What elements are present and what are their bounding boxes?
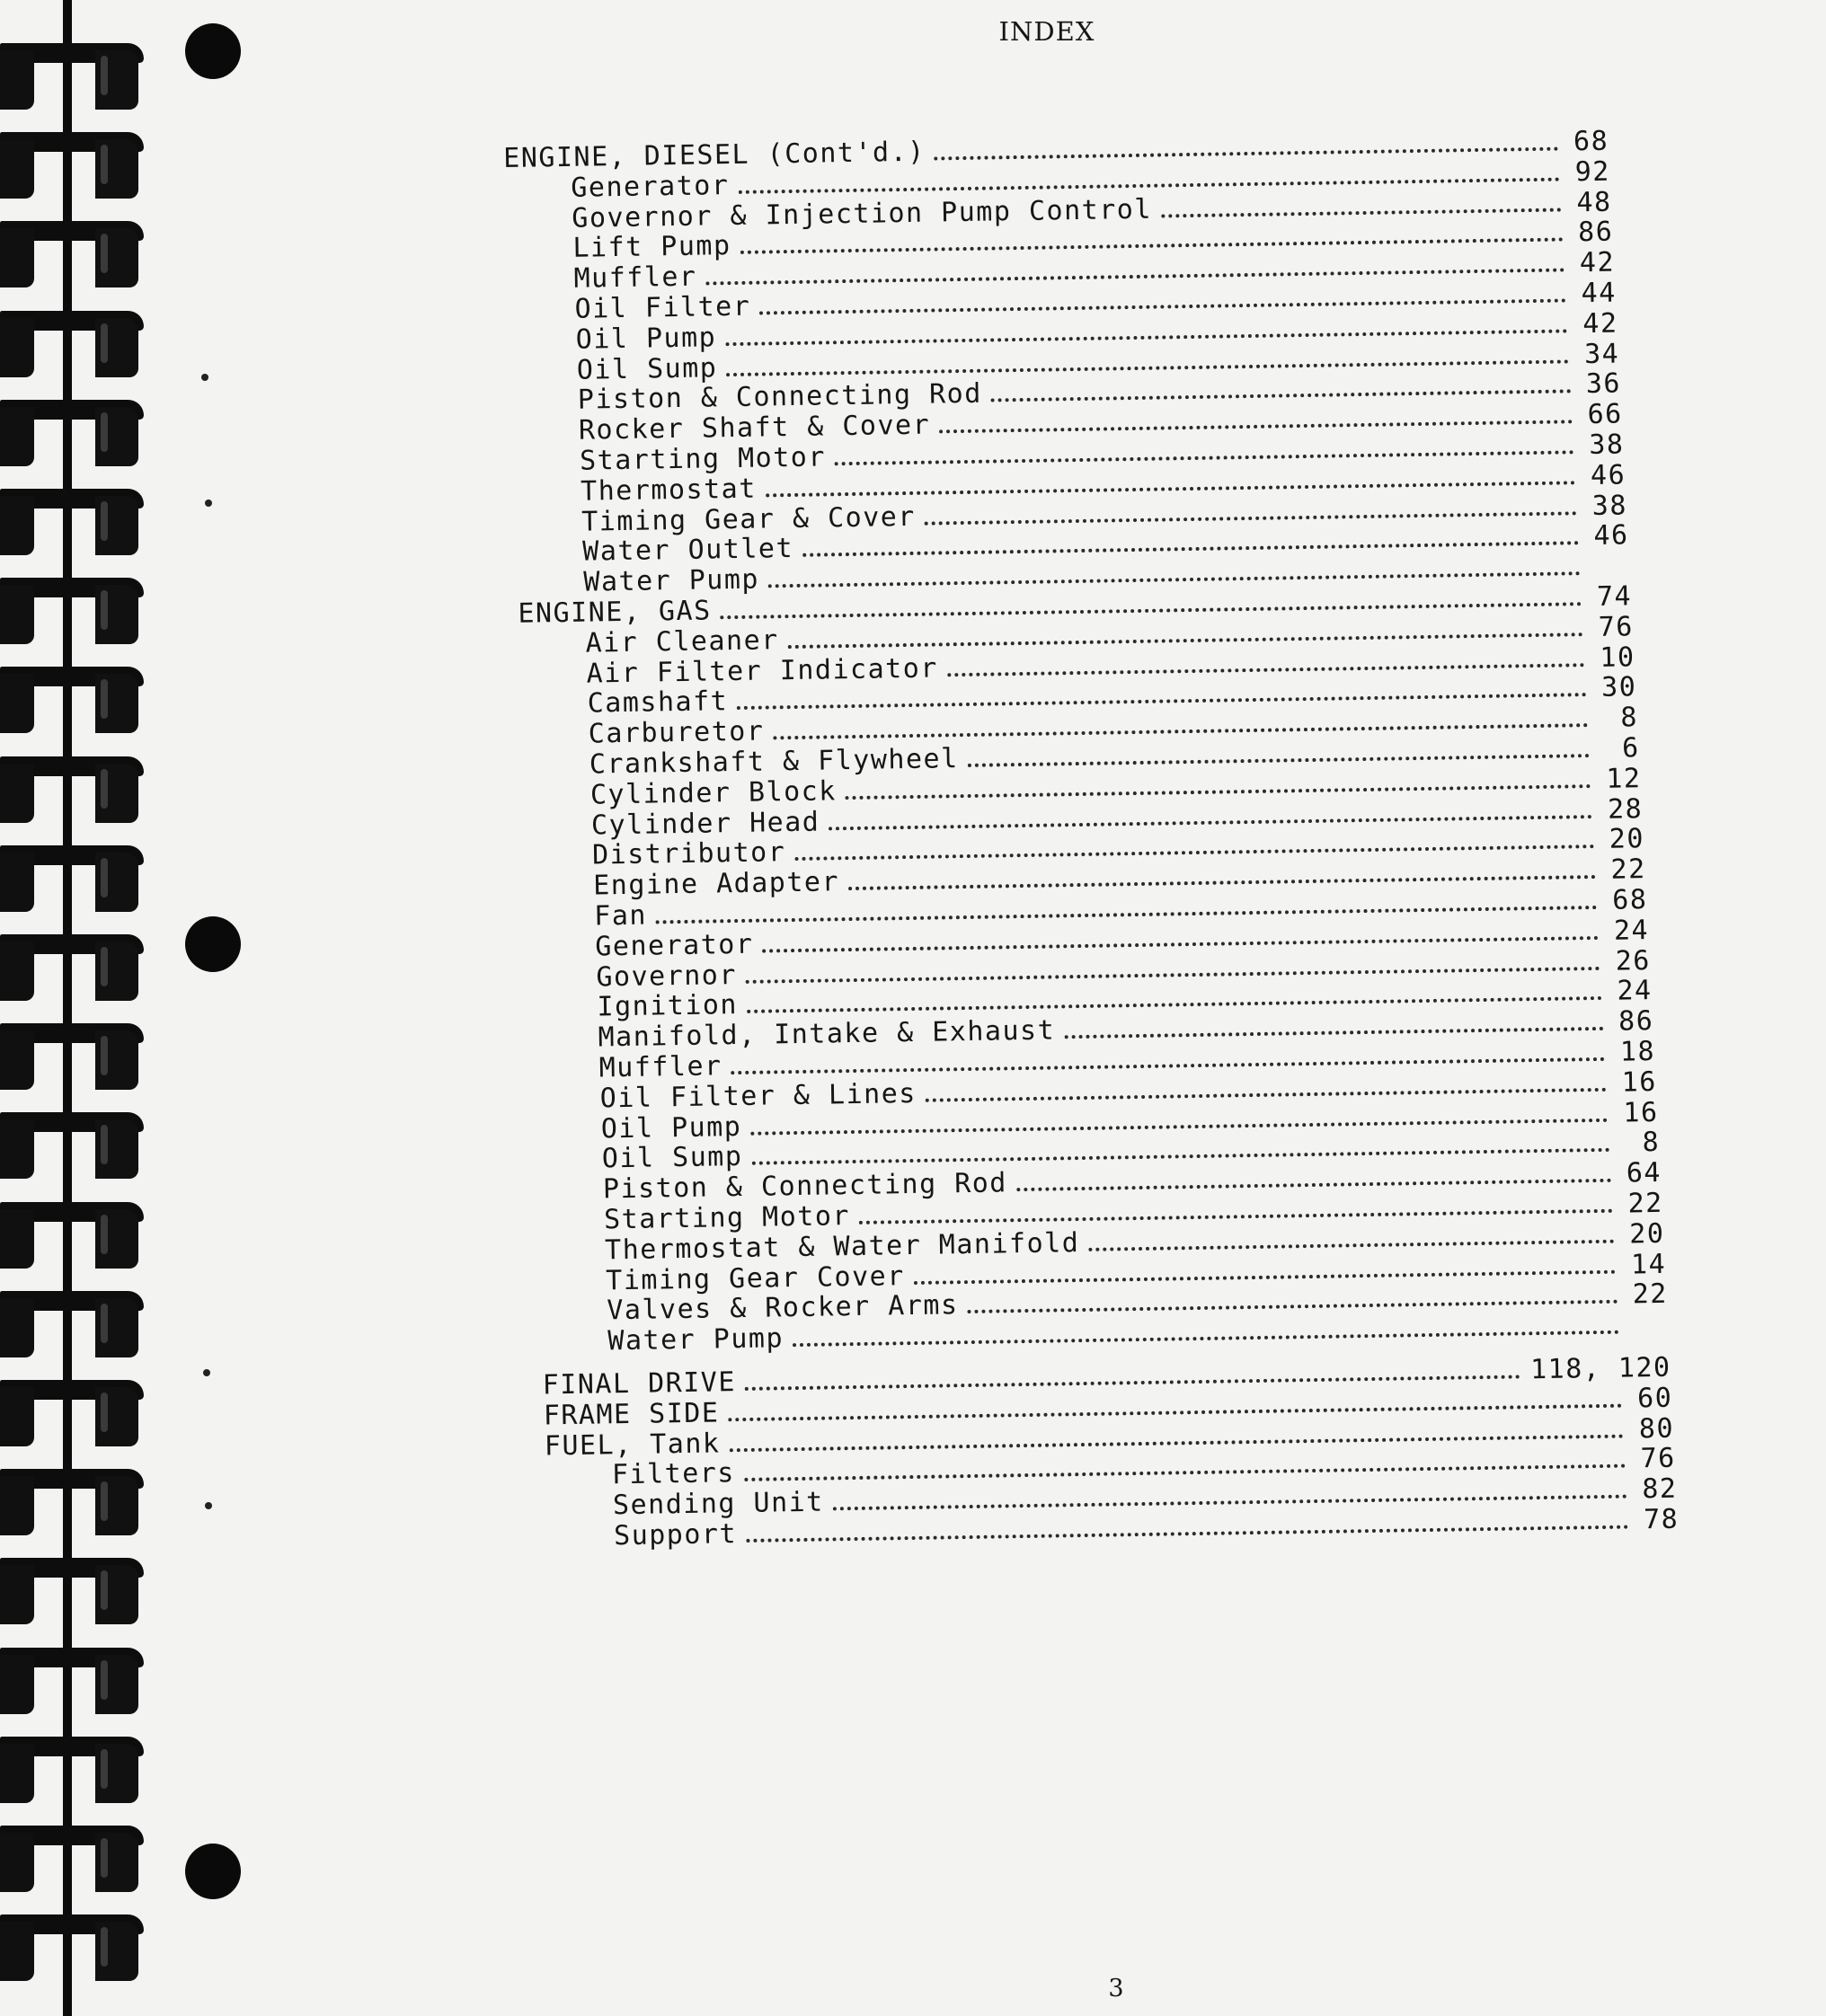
index-entry-page: 92 xyxy=(1574,155,1611,189)
index-entry-page: 10 xyxy=(1600,641,1635,674)
index-entry-page: 6 xyxy=(1621,732,1640,765)
index-entry-page: 22 xyxy=(1632,1278,1669,1311)
index-list xyxy=(502,125,1680,1552)
index-entry-label: Manifold, Intake & Exhaust xyxy=(598,1014,1056,1054)
index-entry-page: 36 xyxy=(1585,367,1622,401)
index-entry-page: 26 xyxy=(1615,944,1652,977)
index-entry-page: 8 xyxy=(1620,702,1639,734)
binding-coil xyxy=(0,934,144,1004)
index-entry-label: Cylinder Head xyxy=(590,806,820,842)
binding-coil xyxy=(0,1380,144,1450)
index-entry-page: 12 xyxy=(1606,762,1642,795)
dot-leader xyxy=(1016,1179,1611,1191)
index-entry-page: 68 xyxy=(1611,884,1648,916)
index-entry-page: 42 xyxy=(1582,307,1618,340)
index-entry-label: ENGINE, GAS xyxy=(518,595,712,630)
index-entry-page: 74 xyxy=(1596,580,1633,613)
binding-coil xyxy=(0,1648,144,1718)
binding-coil xyxy=(0,311,144,381)
binding-coil xyxy=(0,1112,144,1182)
binding-coil xyxy=(0,578,144,648)
index-entry-label: Piston & Connecting Rod xyxy=(577,378,983,417)
punch-hole xyxy=(185,23,241,79)
dot-leader xyxy=(1064,1027,1603,1039)
index-entry-label: Generator xyxy=(571,169,730,204)
index-entry-page: 38 xyxy=(1589,429,1625,462)
index-entry-label: Thermostat & Water Manifold xyxy=(604,1226,1080,1267)
index-entry-page: 118, 120 xyxy=(1529,1351,1671,1386)
binding-coil xyxy=(0,1914,144,1985)
index-entry-label: FINAL DRIVE xyxy=(542,1366,737,1401)
page-number: 3 xyxy=(1108,1975,1124,2003)
index-entry-page: 60 xyxy=(1636,1382,1673,1415)
index-entry-page: 22 xyxy=(1610,853,1646,886)
index-entry-label: Water Pump xyxy=(607,1322,784,1357)
index-entry-page xyxy=(1627,1340,1670,1341)
index-entry-label: Air Filter Indicator xyxy=(586,652,939,690)
dot-leader xyxy=(991,390,1571,402)
index-entry-page: 44 xyxy=(1581,277,1618,310)
paper-speck xyxy=(205,1502,212,1509)
binding-coil xyxy=(0,1737,144,1807)
binding-coil xyxy=(0,1469,144,1539)
index-entry-label: Oil Filter & Lines xyxy=(599,1077,917,1115)
punch-hole xyxy=(185,1844,241,1899)
index-entry-label: ENGINE, DIESEL (Cont'd.) xyxy=(502,136,926,174)
index-entry-label: Oil Sump xyxy=(601,1141,743,1175)
dot-leader xyxy=(1088,1240,1614,1251)
index-entry-label: Support xyxy=(613,1518,738,1552)
index-entry-page: 28 xyxy=(1607,792,1644,826)
index-entry-label: Lift Pump xyxy=(572,230,731,265)
index-entry-label: Oil Filter xyxy=(574,290,751,325)
index-entry-page: 46 xyxy=(1593,519,1629,553)
binding-coil xyxy=(0,667,144,737)
binding-coil xyxy=(0,132,144,202)
index-entry-label: Air Cleaner xyxy=(585,624,779,659)
binding-coil xyxy=(0,400,144,470)
index-entry-page: 30 xyxy=(1600,671,1637,704)
binding-coil xyxy=(0,489,144,559)
binding-coil xyxy=(0,43,144,113)
index-entry-label: Muffler xyxy=(598,1050,722,1084)
binding-coil xyxy=(0,1826,144,1896)
binding-coil xyxy=(0,221,144,291)
index-entry-label: Engine Adapter xyxy=(592,866,840,902)
index-entry-label: FRAME SIDE xyxy=(543,1397,720,1432)
index-entry-page: 38 xyxy=(1591,489,1628,522)
index-entry-page: 34 xyxy=(1583,338,1620,370)
index-entry-page: 80 xyxy=(1638,1412,1675,1445)
index-entry-label: Oil Sump xyxy=(576,351,718,386)
index-entry-page: 86 xyxy=(1577,217,1614,249)
index-entry-label: Camshaft xyxy=(587,685,729,720)
index-entry-label: Starting Motor xyxy=(579,441,827,477)
binding-coil xyxy=(0,1023,144,1093)
index-entry-label: Generator xyxy=(595,928,754,963)
index-entry-label: Cylinder Block xyxy=(589,775,838,811)
page-title: INDEX xyxy=(998,16,1095,47)
paper-speck xyxy=(203,1369,210,1376)
punch-hole xyxy=(185,916,241,972)
index-entry-page: 22 xyxy=(1627,1187,1663,1220)
index-entry-page: 76 xyxy=(1640,1443,1677,1475)
index-entry-page: 76 xyxy=(1598,611,1635,643)
index-entry-page: 16 xyxy=(1621,1065,1658,1099)
index-entry-label: Governor xyxy=(596,959,738,994)
index-entry-page: 86 xyxy=(1618,1005,1654,1038)
index-entry-page: 48 xyxy=(1576,186,1612,218)
binding-coil xyxy=(0,1558,144,1628)
index-entry-label: Distributor xyxy=(591,836,786,871)
index-entry-page: 66 xyxy=(1587,398,1623,431)
index-entry-page: 18 xyxy=(1619,1035,1656,1068)
index-entry-label: Oil Pump xyxy=(575,322,717,356)
index-entry-label: Muffler xyxy=(573,261,697,295)
index-entry-page: 24 xyxy=(1617,975,1653,1008)
index-entry-page: 14 xyxy=(1630,1248,1667,1281)
index-entry-label: Piston & Connecting Rod xyxy=(602,1167,1008,1206)
index-entry-page: 64 xyxy=(1626,1157,1662,1189)
index-entry-label: Water Outlet xyxy=(582,533,794,569)
index-entry-label: Fan xyxy=(593,899,648,933)
index-entry-page: 42 xyxy=(1579,246,1616,279)
dot-leader xyxy=(1161,208,1562,217)
index-entry-label: Ignition xyxy=(597,989,739,1023)
binding-coil xyxy=(0,1202,144,1272)
binding-coil xyxy=(0,845,144,915)
index-entry-label: Thermostat xyxy=(580,473,758,508)
index-entry-label: Timing Gear & Cover xyxy=(581,500,917,538)
index-entry-label: FUEL, Tank xyxy=(544,1427,721,1463)
index-entry-label: Governor & Injection Pump Control xyxy=(572,193,1153,234)
index-entry-page: 20 xyxy=(1629,1217,1665,1251)
index-entry-page: 16 xyxy=(1623,1096,1659,1129)
index-entry-label: Water Pump xyxy=(583,563,760,598)
index-entry-label: Starting Motor xyxy=(603,1200,851,1236)
index-entry-page: 24 xyxy=(1613,914,1650,947)
paper-speck xyxy=(201,374,208,381)
index-entry-page: 82 xyxy=(1642,1472,1678,1506)
index-entry-label: Rocker Shaft & Cover xyxy=(578,409,931,447)
index-entry-label: Valves & Rocker Arms xyxy=(607,1289,959,1327)
dot-leader xyxy=(746,1525,1628,1543)
index-entry-page: 68 xyxy=(1573,125,1609,158)
index-entry-page: 78 xyxy=(1643,1503,1680,1536)
binding-coil xyxy=(0,756,144,827)
index-entry-label: Timing Gear Cover xyxy=(605,1260,906,1296)
index-entry-label: Carburetor xyxy=(588,715,765,750)
index-entry-page: 20 xyxy=(1609,823,1645,856)
index-entry-page: 46 xyxy=(1590,459,1627,491)
index-entry-label: Sending Unit xyxy=(612,1486,825,1522)
dot-leader xyxy=(793,1331,1619,1347)
index-entry-label: Oil Pump xyxy=(600,1110,742,1145)
binding-coil xyxy=(0,1291,144,1361)
index-entry-label: Filters xyxy=(611,1457,736,1491)
index-entry-label: Crankshaft & Flywheel xyxy=(589,743,959,781)
paper-speck xyxy=(205,500,212,507)
index-entry-page: 8 xyxy=(1642,1127,1661,1159)
